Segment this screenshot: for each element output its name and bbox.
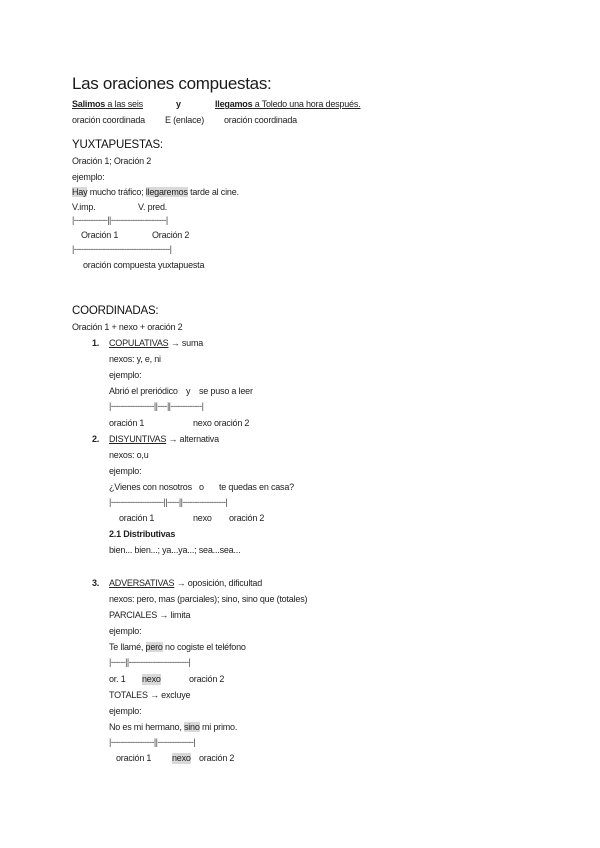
adv-number: 3. bbox=[92, 578, 100, 588]
adv-text-3: No es mi hermano, bbox=[109, 722, 184, 732]
highlight-sino: sino bbox=[183, 722, 200, 732]
copul-arrow: → suma bbox=[168, 338, 204, 348]
adv-oracion-1b: oración 1 bbox=[116, 753, 152, 763]
adv-parciales: PARCIALES → limita bbox=[109, 610, 191, 620]
intro-text-2: a Toledo una hora después. bbox=[252, 99, 361, 109]
yux-oracion-2: Oración 2 bbox=[152, 230, 190, 240]
disy-number: 2. bbox=[92, 434, 100, 444]
verb-salimos: Salimos bbox=[72, 99, 106, 109]
disy-nexo: nexo bbox=[193, 513, 212, 523]
intro-label-3: oración coordinada bbox=[224, 115, 297, 125]
copul-nexos: nexos: y, e, ni bbox=[109, 354, 161, 364]
disy-sentence-nexo: o bbox=[199, 482, 204, 492]
copul-nexo: nexo bbox=[193, 418, 212, 428]
heading-coordinadas: COORDINADAS: bbox=[72, 305, 159, 317]
copul-example-label: ejemplo: bbox=[109, 370, 142, 380]
intro-sentence-part1 bbox=[72, 99, 143, 110]
adv-heading bbox=[109, 578, 262, 589]
yux-text-2: tarde al cine. bbox=[187, 187, 239, 197]
intro-sentence-part2 bbox=[215, 99, 360, 110]
adv-nexo-2: nexo bbox=[172, 753, 191, 763]
yux-bracket-2: |----------------------------------------| bbox=[72, 244, 172, 254]
disy-name: DISYUNTIVAS bbox=[109, 434, 167, 444]
disy-sentence-2: te quedas en casa? bbox=[219, 482, 294, 492]
adv-nexos: nexos: pero, mas (parciales); sino, sino que (totales) bbox=[109, 594, 308, 604]
yux-text-1: mucho tráfico; bbox=[87, 187, 146, 197]
disy-example-label: ejemplo: bbox=[109, 466, 142, 476]
page-title: Las oraciones compuestas: bbox=[72, 74, 272, 93]
disy-nexos: nexos: o,u bbox=[109, 450, 149, 460]
adv-or1: or. 1 bbox=[109, 674, 126, 684]
disy-sentence-1: ¿Vienes con nosotros bbox=[109, 482, 192, 492]
highlight-hay: Hay bbox=[72, 187, 88, 197]
intro-text-1: a las seis bbox=[105, 99, 143, 109]
copul-bracket: |------------------||----||-------------| bbox=[109, 401, 204, 411]
copul-oracion-2: oración 2 bbox=[214, 418, 250, 428]
yux-compuesta-label: oración compuesta yuxtapuesta bbox=[83, 260, 205, 270]
copul-name: COPULATIVAS bbox=[109, 338, 169, 348]
copul-sentence-2: se puso a leer bbox=[199, 386, 253, 396]
disy-arrow: → alternativa bbox=[166, 434, 219, 444]
intro-label-1: oración coordinada bbox=[72, 115, 145, 125]
yux-oracion-1: Oración 1 bbox=[81, 230, 119, 240]
disy-heading bbox=[109, 434, 219, 445]
yux-example-sentence bbox=[72, 187, 239, 198]
adv-text-1: Te llamé, bbox=[109, 642, 146, 652]
adv-sentence-2 bbox=[109, 722, 237, 733]
adv-oracion-2b: oración 2 bbox=[199, 753, 235, 763]
adv-example-label-2: ejemplo: bbox=[109, 706, 142, 716]
adv-sentence-1 bbox=[109, 642, 246, 653]
verb-llegamos: llegamos bbox=[215, 99, 253, 109]
intro-label-2: E (enlace) bbox=[165, 115, 205, 125]
copul-sentence-nexo: y bbox=[186, 386, 191, 396]
distributivas-nexos: bien... bien...; ya...ya...; sea...sea... bbox=[109, 545, 241, 555]
yux-example-label: ejemplo: bbox=[72, 172, 105, 182]
adv-bracket-2: |------------------||---------------| bbox=[109, 737, 196, 747]
adv-bracket-1: |------||-------------------------| bbox=[109, 657, 191, 667]
heading-yuxtapuestas: YUXTAPUESTAS: bbox=[72, 139, 163, 151]
highlight-pero: pero bbox=[145, 642, 163, 652]
copul-heading bbox=[109, 338, 203, 349]
highlight-llegaremos: llegaremos bbox=[145, 187, 188, 197]
yux-vpred: V. pred. bbox=[138, 202, 168, 212]
copul-sentence-1: Abrió el preriódico bbox=[109, 386, 178, 396]
yux-vimp: V.imp. bbox=[72, 202, 96, 212]
distributivas-heading: 2.1 Distributivas bbox=[109, 529, 176, 539]
disy-oracion-1: oración 1 bbox=[119, 513, 155, 523]
copul-number: 1. bbox=[92, 338, 100, 348]
adv-name: ADVERSATIVAS bbox=[109, 578, 175, 588]
adv-text-4: mi primo. bbox=[199, 722, 238, 732]
intro-conjunction: y bbox=[176, 99, 181, 109]
adv-example-label-1: ejemplo: bbox=[109, 626, 142, 636]
adv-nexo-1: nexo bbox=[142, 674, 161, 684]
adv-arrow: → oposición, dificultad bbox=[174, 578, 263, 588]
disy-oracion-2: oración 2 bbox=[229, 513, 265, 523]
coord-formula: Oración 1 + nexo + oración 2 bbox=[72, 322, 183, 332]
disy-bracket: |----------------------||-----||------------------| bbox=[109, 497, 228, 507]
adv-text-2: no cogiste el teléfono bbox=[162, 642, 246, 652]
yux-formula: Oración 1; Oración 2 bbox=[72, 156, 152, 166]
adv-totales: TOTALES → excluye bbox=[109, 690, 191, 700]
yux-bracket-1: |--------------||-----------------------| bbox=[72, 215, 168, 225]
copul-oracion-1: oración 1 bbox=[109, 418, 145, 428]
adv-oracion-2a: oración 2 bbox=[189, 674, 225, 684]
